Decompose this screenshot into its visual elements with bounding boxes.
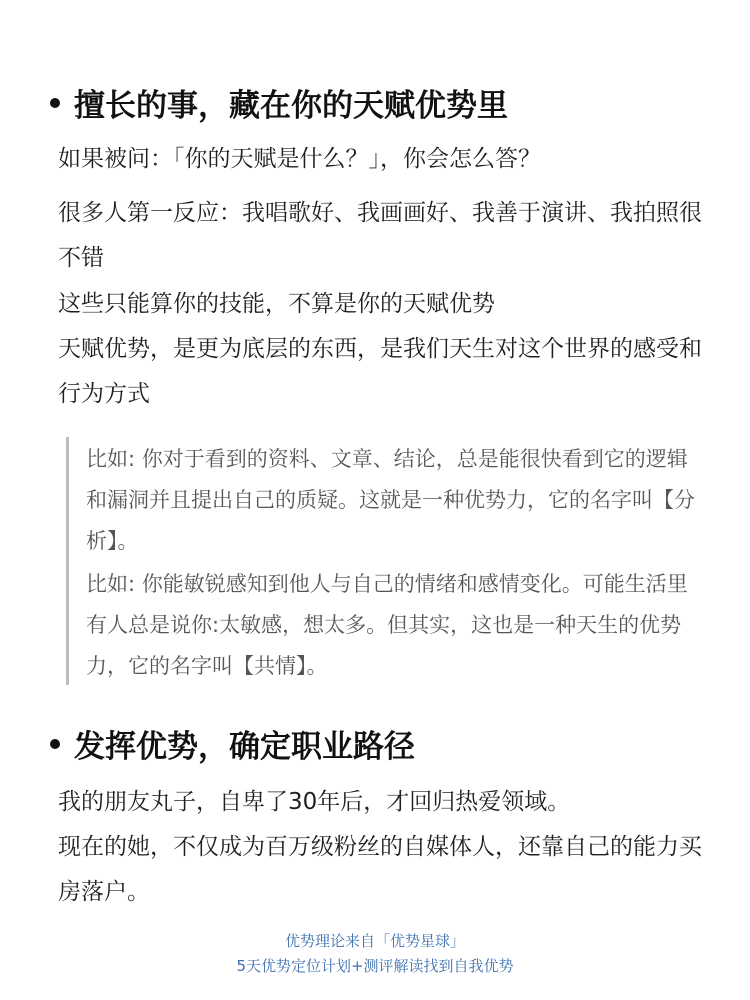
bullet-dot bbox=[50, 98, 60, 108]
footer-source-link[interactable]: 优势理论来自「优势星球」 bbox=[284, 932, 465, 950]
paragraph-friend-story: 我的朋友丸子，自卑了30年后，才回归热爱领域。 bbox=[58, 789, 571, 815]
section-heading-career bbox=[50, 721, 415, 766]
paragraph-question: 如果被问：「你的天赋是什么？」，你会怎么答？ bbox=[58, 146, 541, 172]
heading-text: 擅长的事，藏在你的天赋优势里 bbox=[74, 88, 508, 124]
bullet-dot bbox=[50, 739, 60, 749]
paragraph-skills-note: 这些只能算你的技能，不算是你的天赋优势 bbox=[58, 291, 495, 317]
footer-plan-link[interactable]: 5天优势定位计划+测评解读找到自我优势 bbox=[236, 957, 514, 975]
blockquote-examples bbox=[66, 437, 709, 685]
quote-example-empathy: 比如: 你能敏锐感知到他人与自己的情绪和感情变化。可能生活里有人总是说你:太敏感，想太多。但其实，这也是一种天生的优势力，它的名字叫【共情】。 bbox=[86, 572, 688, 678]
quote-example-analysis: 比如: 你对于看到的资料、文章、结论，总是能很快看到它的逻辑和漏洞并且提出自己的质疑。这就是一种优势力，它的名字叫【分析】。 bbox=[86, 447, 695, 553]
section-heading-talent bbox=[50, 80, 508, 125]
paragraph-friend-success: 现在的她，不仅成为百万级粉丝的自媒体人，还靠自己的能力买房落户。 bbox=[58, 834, 702, 905]
paragraph-first-reaction: 很多人第一反应：我唱歌好、我画画好、我善于演讲、我拍照很不错 bbox=[58, 200, 702, 271]
paragraph-talent-definition: 天赋优势，是更为底层的东西，是我们天生对这个世界的感受和行为方式 bbox=[58, 336, 702, 407]
heading-text: 发挥优势，确定职业路径 bbox=[74, 729, 415, 765]
